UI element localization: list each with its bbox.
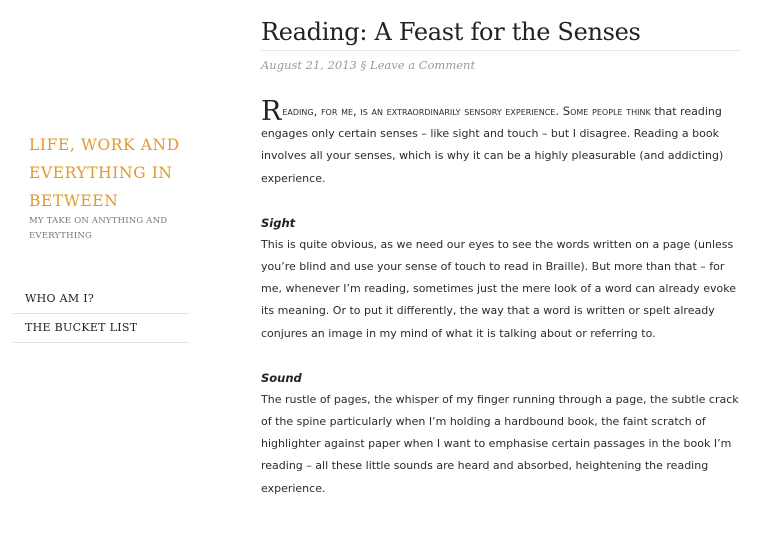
post-date-link[interactable]: August 21, 2013: [261, 58, 357, 72]
post-article: [261, 0, 741, 522]
section-text-sound: The rustle of pages, the whisper of my finger running through a page, the subtle crack of the spine particularly when I’m holding a hardbound book, the faint scratch of highlighter against paper when I want to emphasise certain passages in the book I’m reading – all these little sounds are heard and absorbed, heightening the reading experience.: [261, 392, 739, 495]
meta-separator: §: [360, 58, 367, 72]
post-content: [261, 96, 741, 500]
section-heading-sight: Sight: [261, 215, 296, 230]
nav-item-bucket-list[interactable]: THE BUCKET LIST: [13, 314, 189, 343]
post-meta: [261, 58, 741, 72]
leave-comment-link[interactable]: Leave a Comment: [369, 58, 476, 72]
site-tagline: MY TAKE ON ANYTHING AND EVERYTHING: [29, 216, 168, 241]
intro-lead-smallcaps: eading, for me, is an extraordinarily sensory experience. Some people think: [282, 104, 651, 118]
site-title[interactable]: LIFE, WORK AND EVERYTHING IN BETWEEN: [29, 136, 180, 210]
intro-paragraph: [261, 96, 741, 190]
intro-text: that reading engages only certain senses – like sight and touch – but I disagree. Reading a book involves all your senses, which is why it can be a highly pleasurable (and addicting) experience.: [261, 105, 724, 185]
sidebar: [0, 0, 200, 558]
main-navigation: [13, 285, 189, 343]
section-heading-sound: Sound: [261, 370, 302, 385]
nav-item-who-am-i[interactable]: WHO AM I?: [13, 285, 189, 314]
post-title[interactable]: Reading: A Feast for the Senses: [261, 0, 741, 51]
section-text-sight: This is quite obvious, as we need our eyes to see the words written on a page (unless you’re blind and use your sense of touch to read in Braille). But more than that – for me, whenever I’m reading, sometimes just the mere look of a word can already evoke its meaning. Or to put it differently, the way that a word is written or spelt already conjures an image in my mind of what it is talking about or referring to.: [261, 237, 736, 340]
drop-cap: R: [261, 96, 282, 127]
